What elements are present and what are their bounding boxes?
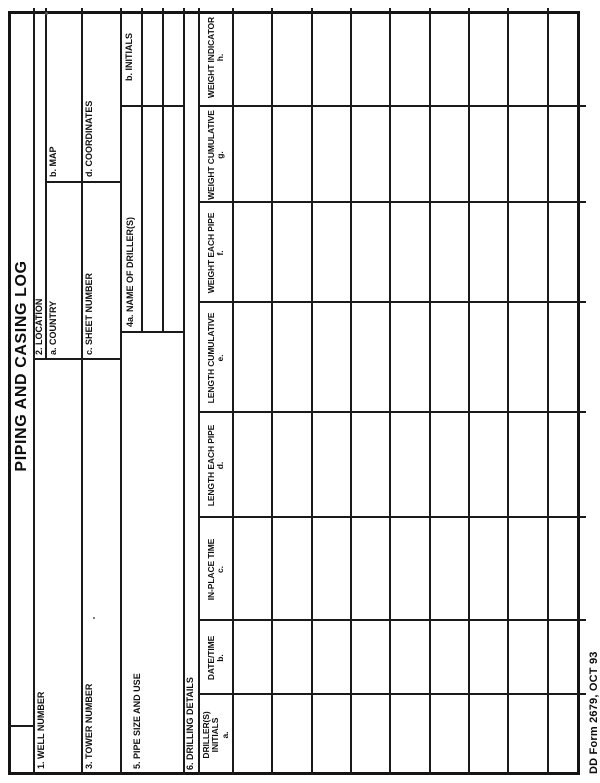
coordinates-label: d. COORDINATES [84,100,94,177]
driller-initials-field[interactable] [143,10,182,105]
column-header-length-cumulative [200,303,232,413]
grid-line [45,181,122,183]
form-number-footer: DD Form 2679, OCT 93 [588,651,600,774]
well-number-label: 1. WELL NUMBER [36,691,46,769]
column-header-letter: d. [215,461,225,470]
drilling-details-grid[interactable] [234,10,584,773]
grid-line [33,8,35,775]
tower-number-field[interactable] [94,362,119,773]
column-header-letter: h. [215,53,225,62]
column-header-letter: g. [215,151,225,159]
sheet-number-field[interactable] [94,185,119,358]
column-header-date-time [200,621,232,695]
scan-speck [45,12,48,15]
location-label: 2. LOCATION [34,298,44,355]
pipe-size-and-use-label: 5. PIPE SIZE AND USE [132,673,142,769]
column-header-letter: f. [215,250,225,256]
country-field[interactable] [58,185,80,358]
column-header-letter: e. [215,354,225,362]
coordinates-field[interactable] [94,10,119,181]
name-of-drillers-label: 4a. NAME OF DRILLER(S) [125,216,135,327]
pipe-size-and-use-field[interactable] [143,335,182,773]
column-header-line: LENGTH EACH PIPE [205,424,216,507]
form-title: PIPING AND CASING LOG [12,260,30,472]
scan-speck [93,617,95,619]
country-label: a. COUNTRY [48,300,58,355]
column-header-in-place-time [200,518,232,621]
grid-line [81,8,83,775]
name-of-drillers-field[interactable] [143,109,182,331]
column-header-letter: c. [215,566,225,573]
column-header-weight-cumulative [200,107,232,203]
column-header-line: DATE/TIME [205,635,216,681]
column-header-length-each-pipe [200,413,232,518]
grid-line [120,331,183,333]
column-header-letter: a. [219,731,230,739]
column-header-line: DRILLER(S) [200,711,211,759]
drilling-details-label: 6. DRILLING DETAILS [185,677,195,770]
column-header-line: WEIGHT EACH PIPE [205,212,216,294]
grid-line [33,358,122,360]
driller-initials-label: b. INITIALS [124,33,134,81]
column-header-driller-initials [200,695,232,775]
column-header-line: LENGTH CUMULATIVE [205,312,216,404]
column-header-letter: b. [215,654,225,662]
sheet-number-label: c. SHEET NUMBER [84,272,94,355]
grid-line [120,8,122,775]
column-header-weight-each-pipe [200,203,232,303]
map-field[interactable] [58,10,80,181]
column-header-weight-indicator [200,8,232,107]
map-label: b. MAP [48,146,58,177]
grid-line [45,8,47,360]
well-number-field[interactable] [46,362,80,773]
column-header-line: WEIGHT CUMULATIVE [205,110,216,200]
column-header-line: INITIALS [210,717,221,753]
column-header-line: IN-PLACE TIME [205,538,216,601]
grid-line [120,105,183,107]
tower-number-label: 3. TOWER NUMBER [84,683,94,769]
column-header-line: WEIGHT INDICATOR [205,16,216,99]
grid-line [183,8,185,775]
